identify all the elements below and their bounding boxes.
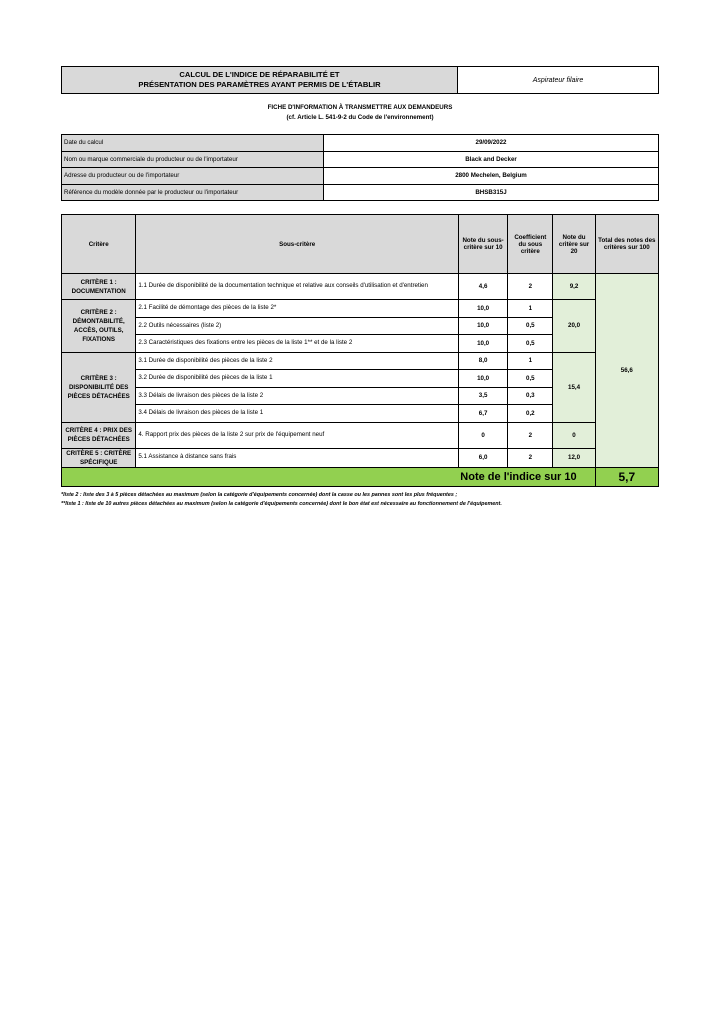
subcriterion-note: 3,5 <box>458 387 507 405</box>
info-value: 2800 Mechelen, Belgium <box>324 168 659 185</box>
title-line-2: PRÉSENTATION DES PARAMÈTRES AYANT PERMIS DE L'ÉTABLIR <box>138 80 381 89</box>
subcriterion-label: 2.3 Caractéristiques des fixations entre les pièces de la liste 1** et de la liste 2 <box>136 335 459 353</box>
info-row <box>62 168 659 185</box>
subcriterion-note: 6,0 <box>458 448 507 467</box>
criterion-2-score: 20,0 <box>553 300 595 353</box>
info-label: Adresse du producteur ou de l'importateur <box>62 168 324 185</box>
subcriterion-coef: 0,5 <box>508 335 553 353</box>
header-box <box>61 66 659 94</box>
criterion-5-name: CRITÈRE 5 : CRITÈRE SPÉCIFIQUE <box>62 448 136 467</box>
criterion-1-score: 9,2 <box>553 274 595 300</box>
criterion-3-score: 15,4 <box>553 352 595 422</box>
subcriterion-note: 4,6 <box>458 274 507 300</box>
subcriterion-note: 8,0 <box>458 352 507 370</box>
subcriterion-coef: 0,5 <box>508 370 553 388</box>
info-value: Black and Decker <box>324 151 659 168</box>
subcriterion-label: 3.3 Délais de livraison des pièces de la liste 2 <box>136 387 459 405</box>
criterion-4-score: 0 <box>553 422 595 448</box>
subcriterion-note: 10,0 <box>458 335 507 353</box>
subcriterion-label: 2.2 Outils nécessaires (liste 2) <box>136 317 459 335</box>
col-note-sous-critere: Note du sous-critère sur 10 <box>458 215 507 274</box>
info-label: Nom ou marque commerciale du producteur ou de l'importateur <box>62 151 324 168</box>
info-label: Référence du modèle donnée par le producteur ou l'importateur <box>62 184 324 201</box>
subcriterion-coef: 1 <box>508 300 553 318</box>
subcriterion-coef: 0,5 <box>508 317 553 335</box>
info-value: BHSB315J <box>324 184 659 201</box>
subcriterion-label: 5.1 Assistance à distance sans frais <box>136 448 459 467</box>
subcriterion-note: 6,7 <box>458 405 507 423</box>
header-title <box>62 67 458 93</box>
subcriterion-label: 4. Rapport prix des pièces de la liste 2 sur prix de l'équipement neuf <box>136 422 459 448</box>
subcriterion-coef: 2 <box>508 422 553 448</box>
repairability-table <box>61 214 659 487</box>
subcriterion-note: 10,0 <box>458 317 507 335</box>
subcriterion-coef: 2 <box>508 274 553 300</box>
criterion-4-name: CRITÈRE 4 : PRIX DES PIÈCES DÉTACHÉES <box>62 422 136 448</box>
col-coefficient: Coefficient du sous critère <box>508 215 553 274</box>
subcriterion-coef: 1 <box>508 352 553 370</box>
subcriterion-coef: 0,2 <box>508 405 553 423</box>
criterion-2-name: CRITÈRE 2 : DÉMONTABILITÉ, ACCÈS, OUTILS, FIXATIONS <box>62 300 136 353</box>
subcriterion-note: 0 <box>458 422 507 448</box>
col-total: Total des notes des critères sur 100 <box>595 215 658 274</box>
info-label: Date du calcul <box>62 135 324 152</box>
subcriterion-note: 10,0 <box>458 300 507 318</box>
subheader-line-1: FICHE D'INFORMATION À TRANSMETTRE AUX DEMANDEURS <box>267 104 453 111</box>
footnote-list-1: **liste 1 : liste de 10 autres pièces détachées au maximum (selon la catégorie d'équipements concernée) dont le bon état est nécessaire au fonctionnement de l'équipement. <box>61 501 502 507</box>
criterion-3-name: CRITÈRE 3 : DISPONIBILITÉ DES PIÈCES DÉTACHÉES <box>62 352 136 422</box>
title-line-1: CALCUL DE L'INDICE DE RÉPARABILITÉ ET <box>179 70 340 79</box>
product-type: Aspirateur filaire <box>532 76 584 84</box>
info-row <box>62 135 659 152</box>
subcriterion-label: 2.1 Facilité de démontage des pièces de la liste 2* <box>136 300 459 318</box>
info-row <box>62 151 659 168</box>
criterion-5-score: 12,0 <box>553 448 595 467</box>
footnote-list-2: *liste 2 : liste des 3 à 5 pièces détachées au maximum (selon la catégorie d'équipements concernée) dont la casse ou les pannes sont les plus fréquentes ; <box>61 492 458 498</box>
subcriterion-label: 3.2 Durée de disponibilité des pièces de la liste 1 <box>136 370 459 388</box>
col-critere: Critère <box>62 215 136 274</box>
col-sous-critere: Sous-critère <box>136 215 459 274</box>
subcriterion-coef: 0,3 <box>508 387 553 405</box>
total-score: 56,6 <box>595 274 658 468</box>
footnotes <box>61 491 681 509</box>
info-table <box>61 134 659 201</box>
subheader-line-2: (cf. Article L. 541-9-2 du Code de l'environnement) <box>286 114 434 121</box>
subcriterion-note: 10,0 <box>458 370 507 388</box>
col-note-critere: Note du critère sur 20 <box>553 215 595 274</box>
subcriterion-label: 3.1 Durée de disponibilité des pièces de la liste 2 <box>136 352 459 370</box>
subcriterion-label: 1.1 Durée de disponibilité de la documentation technique et relative aux conseils d'utilisation et d'entretien <box>136 274 459 300</box>
info-value: 29/09/2022 <box>324 135 659 152</box>
index-label: Note de l'indice sur 10 <box>62 467 596 486</box>
index-value: 5,7 <box>595 467 658 486</box>
subcriterion-coef: 2 <box>508 448 553 467</box>
subcriterion-label: 3.4 Délais de livraison des pièces de la liste 1 <box>136 405 459 423</box>
criterion-1-name: CRITÈRE 1 : DOCUMENTATION <box>62 274 136 300</box>
info-row <box>62 184 659 201</box>
